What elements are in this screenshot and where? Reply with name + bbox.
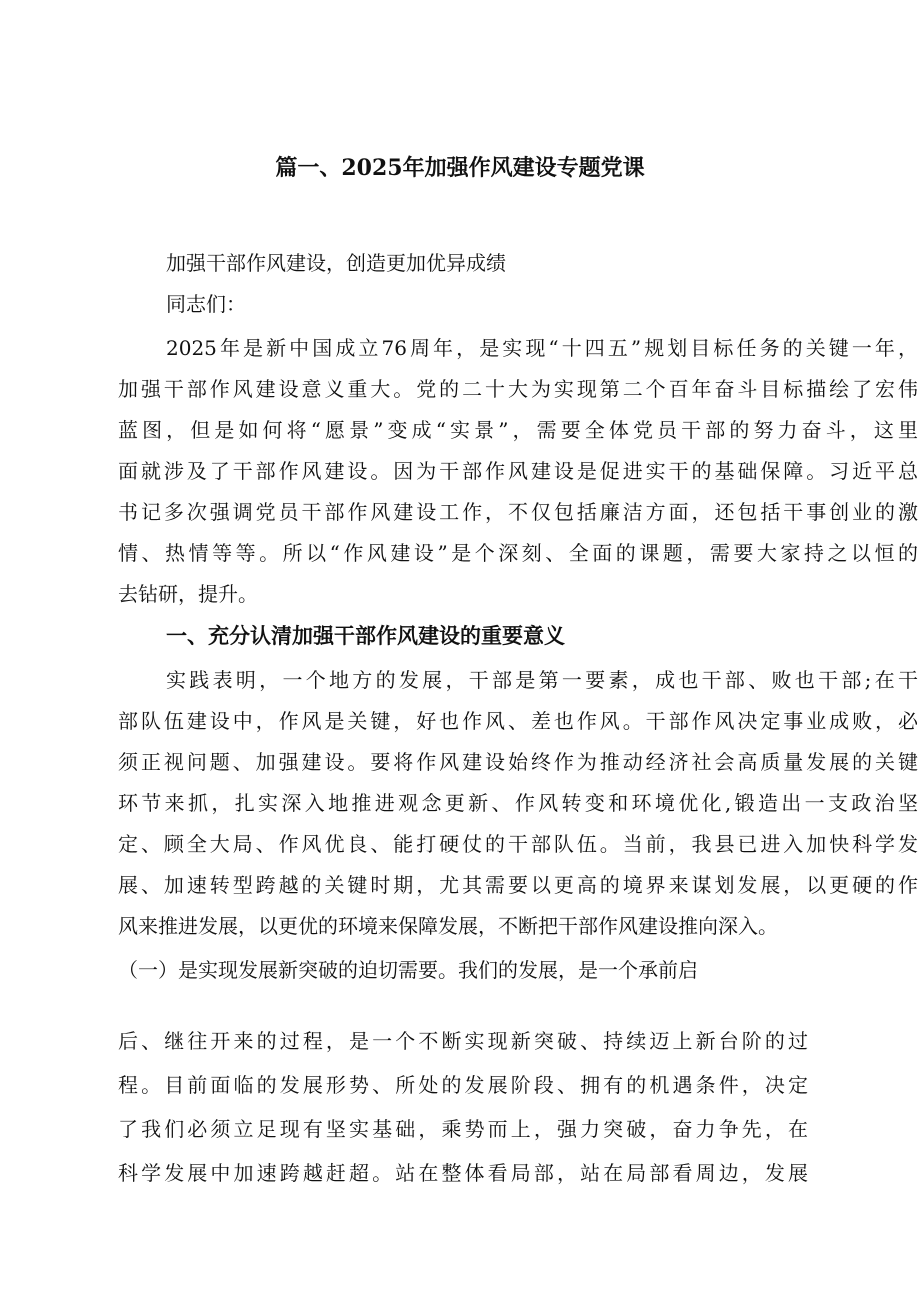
paragraph3-line: （一）是实现发展新突破的迫切需要。我们的发展，是一个承前启 (118, 958, 698, 982)
document-subtitle: 加强干部作风建设，创造更加优异成绩 (166, 251, 506, 275)
paragraph3-line: 科学发展中加速跨越赶超。站在整体看局部，站在局部看周边，发展 (118, 1161, 808, 1185)
greeting: 同志们： (166, 292, 246, 316)
section-heading: 一、充分认清加强干部作风建设的重要意义 (166, 623, 565, 648)
paragraph2-line: 实践表明，一个地方的发展，干部是第一要素，成也干部、败也干部;在干 (166, 668, 918, 692)
paragraph2-line: 环节来抓，扎实深入地推进观念更新、作风转变和环境优化,锻造出一支政治坚 (118, 791, 918, 815)
paragraph3-line: 后、继往开来的过程，是一个不断实现新突破、持续迈上新台阶的过 (118, 1029, 808, 1053)
paragraph1-line: 去钻研，提升。 (118, 582, 258, 606)
paragraph3-line: 了我们必须立足现有坚实基础，乘势而上，强力突破，奋力争先，在 (118, 1117, 808, 1141)
paragraph1-line: 书记多次强调党员干部作风建设工作，不仅包括廉洁方面，还包括干事创业的激 (118, 500, 918, 524)
paragraph1-line: 蓝图，但是如何将“愿景”变成“实景”，需要全体党员干部的努力奋斗，这里 (118, 418, 918, 442)
paragraph1-line: 加强干部作风建设意义重大。党的二十大为实现第二个百年奋斗目标描绘了宏伟 (118, 377, 918, 401)
paragraph2-line: 展、加速转型跨越的关键时期，尤其需要以更高的境界来谋划发展，以更硬的作 (118, 873, 918, 897)
paragraph2-line: 风来推进发展，以更优的环境来保障发展，不断把干部作风建设推向深入。 (118, 914, 778, 938)
paragraph2-line: 须正视问题、加强建设。要将作风建设始终作为推动经济社会高质量发展的关键 (118, 750, 918, 774)
paragraph1-line: 情、热情等等。所以“作风建设”是个深刻、全面的课题，需要大家持之以恒的 (118, 541, 918, 565)
paragraph3-line: 程。目前面临的发展形势、所处的发展阶段、拥有的机遇条件，决定 (118, 1073, 808, 1097)
paragraph1-line: 2025年是新中国成立76周年，是实现“十四五”规划目标任务的关键一年， (166, 336, 918, 360)
paragraph1-line: 面就涉及了干部作风建设。因为干部作风建设是促进实干的基础保障。习近平总 (118, 459, 918, 483)
document-title: 篇一、2025年加强作风建设专题党课 (275, 155, 645, 181)
paragraph2-line: 部队伍建设中，作风是关键，好也作风、差也作风。干部作风决定事业成败，必 (118, 709, 918, 733)
paragraph2-line: 定、顾全大局、作风优良、能打硬仗的干部队伍。当前，我县已进入加快科学发 (118, 832, 918, 856)
